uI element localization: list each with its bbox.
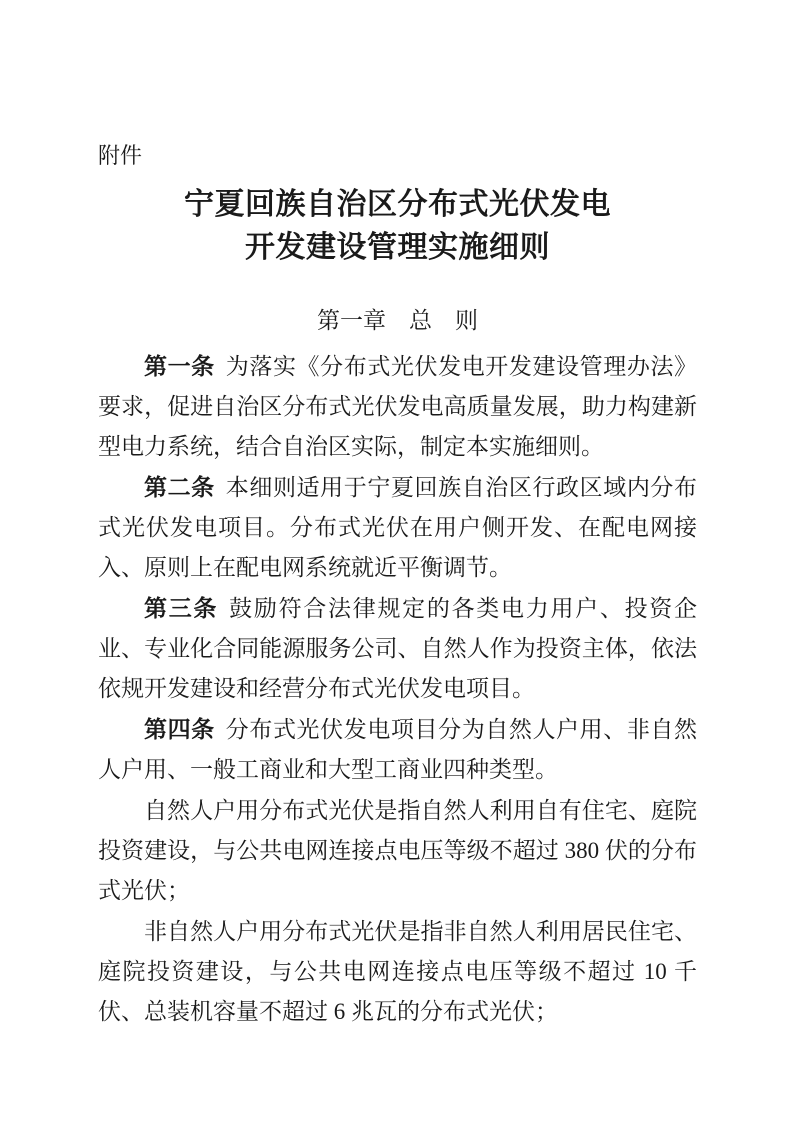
article-1-number: 第一条 [144, 353, 215, 379]
paragraph-article-3 [98, 588, 697, 709]
paragraph-household-definition [98, 790, 697, 911]
document-body [98, 346, 697, 1032]
document-title [98, 183, 697, 269]
paragraph-article-4 [98, 709, 697, 790]
article-2-text: 本细则适用于宁夏回族自治区行政区域内分布式光伏发电项目。分布式光伏在用户侧开发、在配电网接入、原则上在配电网系统就近平衡调节。 [98, 475, 698, 580]
paragraph-6-text: 非自然人户用分布式光伏是指非自然人利用居民住宅、庭院投资建设，与公共电网连接点电压等级不超过 10 千伏、总装机容量不超过 6 兆瓦的分布式光伏； [98, 919, 697, 1024]
article-4-text: 分布式光伏发电项目分为自然人户用、非自然人户用、一般工商业和大型工商业四种类型。 [98, 717, 698, 782]
article-3-number: 第三条 [144, 595, 219, 621]
attachment-label: 附件 [98, 143, 143, 168]
document-title-line1: 宁夏回族自治区分布式光伏发电 [184, 188, 611, 221]
article-3-text: 鼓励符合法律规定的各类电力用户、投资企业、专业化合同能源服务公司、自然人作为投资主体，依法依规开发建设和经营分布式光伏发电项目。 [98, 596, 698, 701]
paragraph-article-1 [98, 346, 697, 467]
document-title-line2: 开发建设管理实施细则 [245, 231, 550, 264]
article-2-number: 第二条 [144, 474, 215, 500]
article-1-text: 为落实《分布式光伏发电开发建设管理办法》要求，促进自治区分布式光伏发电高质量发展，助力构建新型电力系统，结合自治区实际，制定本实施细则。 [98, 354, 698, 459]
chapter-heading: 第一章 总 则 [317, 307, 478, 333]
paragraph-non-household-definition [98, 911, 697, 1032]
paragraph-5-text: 自然人户用分布式光伏是指自然人利用自有住宅、庭院投资建设，与公共电网连接点电压等级不超过 380 伏的分布式光伏； [98, 798, 697, 903]
paragraph-article-2 [98, 467, 697, 588]
article-4-number: 第四条 [144, 716, 215, 742]
